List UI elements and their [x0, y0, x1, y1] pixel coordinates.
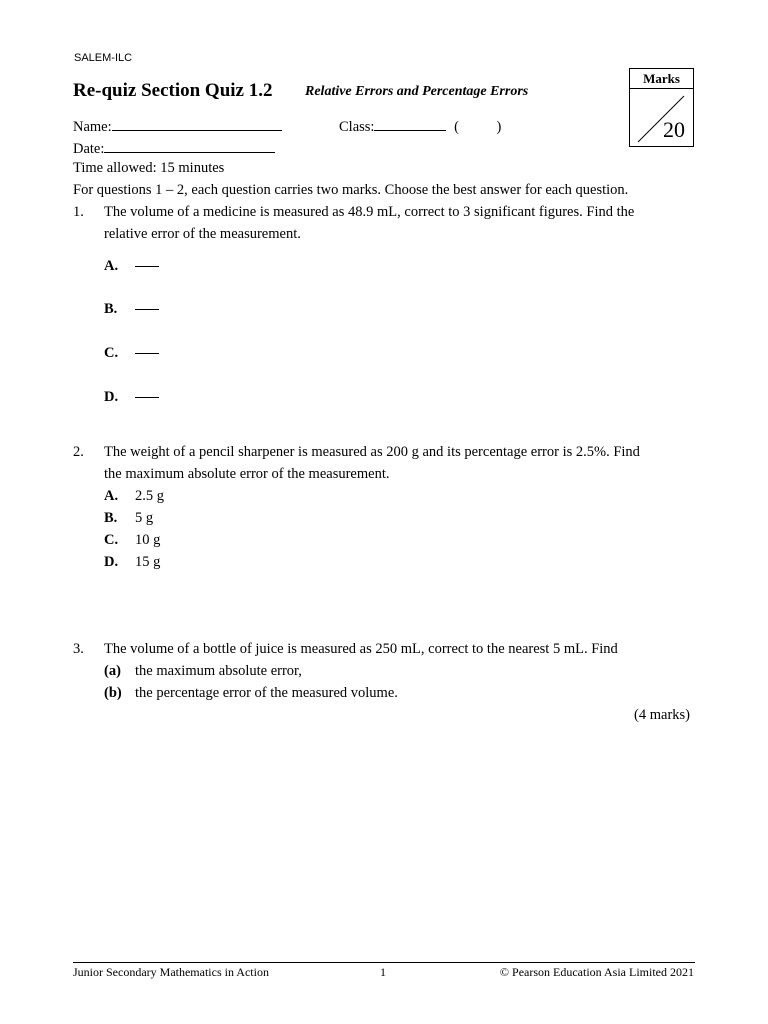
name-blank[interactable]: [112, 116, 282, 131]
instructions: For questions 1 – 2, each question carries two marks. Choose the best answer for each question.: [73, 182, 629, 198]
q1-option-d-fraction: [135, 389, 159, 406]
marks-total: 20: [663, 117, 685, 142]
q3-part-a-text: the maximum absolute error,: [135, 663, 302, 679]
q2-option-b-label[interactable]: B.: [104, 510, 118, 526]
class-number-close: ): [496, 119, 502, 135]
date-field[interactable]: [73, 138, 275, 158]
q1-option-b-label[interactable]: B.: [104, 301, 118, 317]
q3-marks: (4 marks): [634, 707, 690, 723]
quiz-subtitle: Relative Errors and Percentage Errors: [305, 84, 529, 99]
date-blank[interactable]: [104, 138, 275, 153]
q1-option-a-fraction: [135, 258, 159, 275]
q3-part-a-label: (a): [104, 663, 121, 679]
footer-page-number: 1: [380, 965, 386, 979]
q3-part-b-label: (b): [104, 685, 122, 701]
q2-number: 2.: [73, 444, 84, 460]
class-label: Class:: [339, 119, 375, 135]
q2-option-b-value: 5 g: [135, 510, 154, 526]
class-blank[interactable]: [374, 116, 446, 131]
footer-rule: [73, 962, 695, 963]
q1-text-line2: relative error of the measurement.: [104, 226, 301, 242]
q1-number: 1.: [73, 204, 84, 220]
footer-copyright: © Pearson Education Asia Limited 2021: [499, 965, 694, 979]
q2-option-c-label[interactable]: C.: [104, 532, 119, 548]
quiz-title: Re-quiz Section Quiz 1.2: [73, 80, 273, 101]
q2-option-a-label[interactable]: A.: [104, 488, 119, 504]
q1-option-a-label[interactable]: A.: [104, 258, 119, 274]
time-allowed: Time allowed: 15 minutes: [73, 160, 225, 176]
q1-option-d-label[interactable]: D.: [104, 389, 119, 405]
q2-option-a-value: 2.5 g: [135, 488, 164, 504]
name-label: Name:: [73, 119, 112, 135]
q1-option-c-fraction: [135, 345, 159, 362]
q2-text-line2: the maximum absolute error of the measurement.: [104, 466, 390, 482]
q2-option-d-value: 15 g: [135, 554, 161, 570]
q2-text-line1: The weight of a pencil sharpener is measured as 200 g and its percentage error is 2.5%. Find: [104, 444, 640, 460]
marks-label: Marks: [630, 69, 693, 89]
marks-box: [629, 68, 694, 147]
q3-number: 3.: [73, 641, 84, 657]
date-label: Date:: [73, 141, 105, 157]
class-field[interactable]: [339, 116, 501, 136]
q3-part-b-text: the percentage error of the measured volume.: [135, 685, 398, 701]
q1-option-b-fraction: [135, 301, 159, 318]
q2-option-d-label[interactable]: D.: [104, 554, 119, 570]
q3-text-line1: The volume of a bottle of juice is measured as 250 mL, correct to the nearest 5 mL. Find: [104, 641, 618, 657]
q1-option-c-label[interactable]: C.: [104, 345, 119, 361]
class-number-open: (: [454, 119, 459, 135]
q1-text-line1: The volume of a medicine is measured as 48.9 mL, correct to 3 significant figures. Find the: [104, 204, 635, 220]
q2-option-c-value: 10 g: [135, 532, 161, 548]
school-label: SALEM-ILC: [74, 52, 133, 64]
name-field[interactable]: [73, 116, 282, 136]
footer-left: Junior Secondary Mathematics in Action: [73, 965, 269, 979]
